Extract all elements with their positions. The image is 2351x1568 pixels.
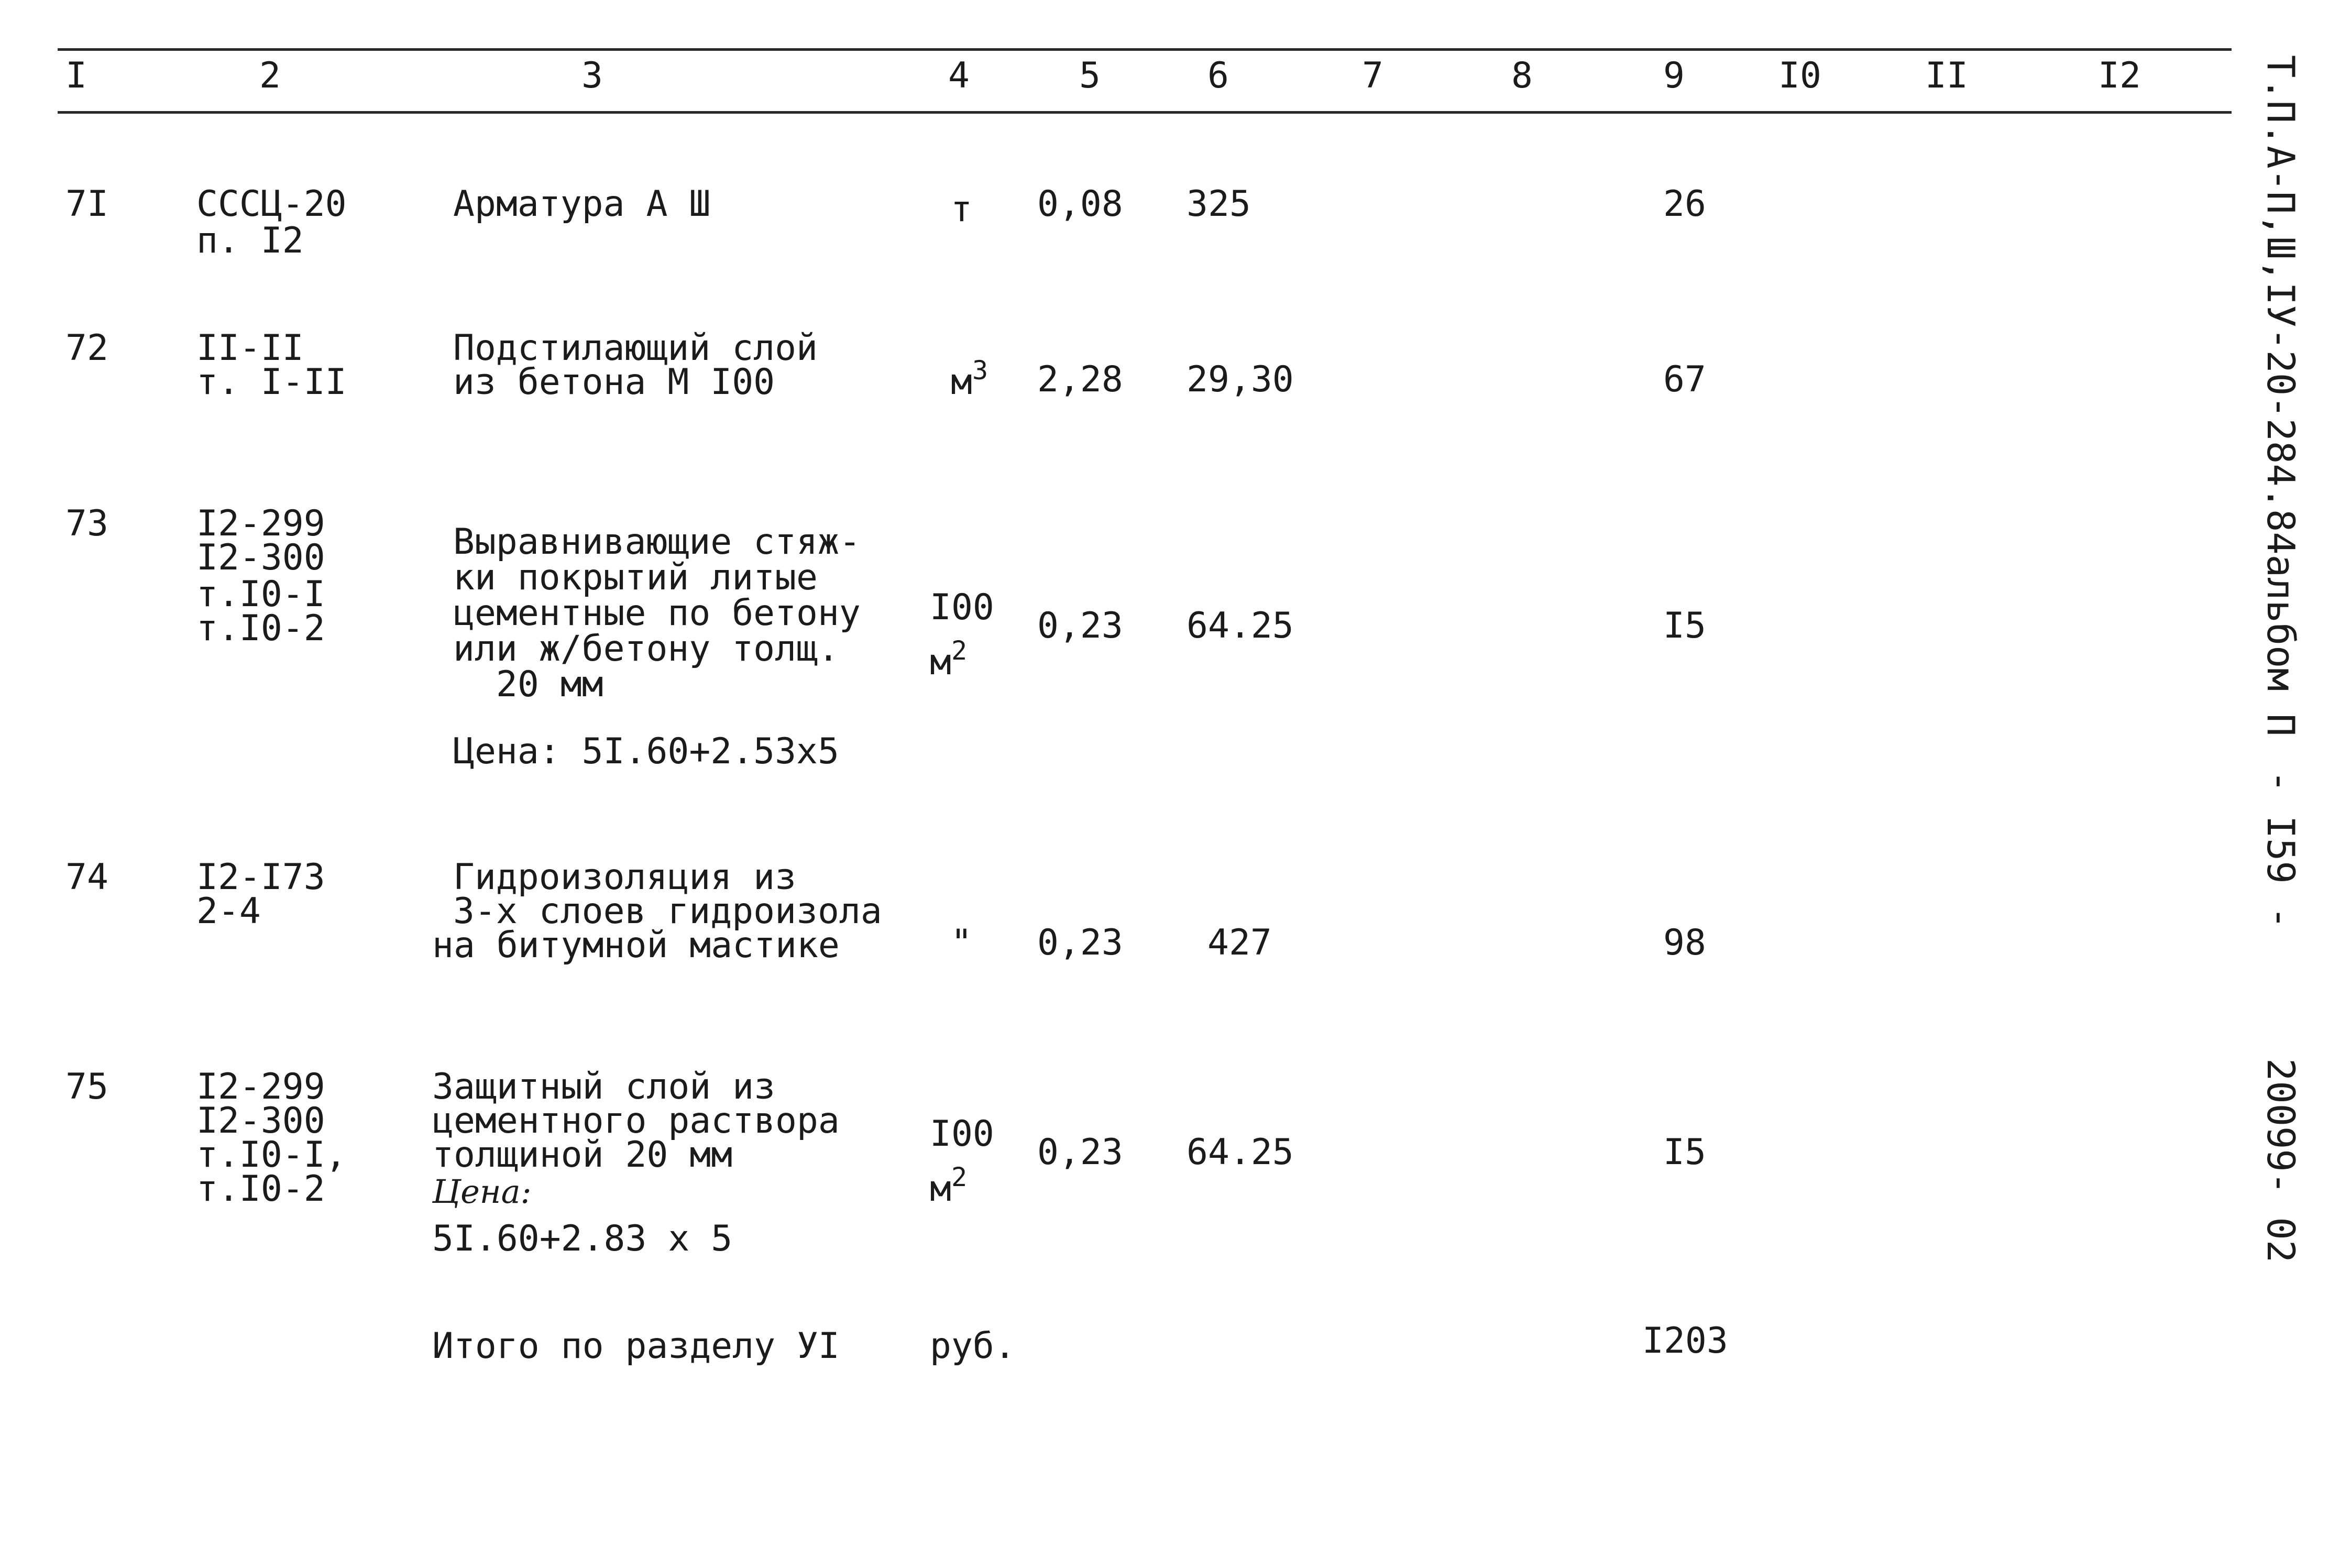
- row-description-line: цементные по бетону: [453, 593, 861, 634]
- row-number: 74: [65, 857, 108, 898]
- row-quantity: 0,23: [1037, 922, 1123, 963]
- row-code-line: т.I0-2: [196, 608, 325, 649]
- side-document-reference: Т.П.А-П,Ш,IУ-20-284.84альбом П: [2259, 55, 2303, 737]
- col-header-10: I0: [1778, 55, 1821, 96]
- row-unit-second: [930, 1162, 968, 1210]
- row-unit-price: 29,30: [1187, 359, 1294, 400]
- row-unit: т: [951, 189, 972, 230]
- col-header-12: I2: [2098, 55, 2141, 96]
- row-description-line: толщиной 20 мм: [432, 1134, 733, 1176]
- row-description-line: 3-х слоев гидроизола: [453, 891, 882, 932]
- row-code-line: т.I0-2: [196, 1168, 325, 1210]
- row-price-note: Цена: 5I.60+2.53х5: [453, 731, 839, 772]
- row-unit-price: 427: [1207, 922, 1272, 963]
- row-code-line: т.I0-I,: [196, 1134, 347, 1176]
- row-quantity: 0,23: [1037, 605, 1123, 646]
- unit-base: м: [951, 361, 972, 403]
- row-description-line: ки покрытий литые: [453, 557, 818, 598]
- row-unit: ": [951, 922, 972, 963]
- row-unit-price: 64.25: [1187, 605, 1294, 646]
- header-top-rule: [58, 48, 2232, 51]
- row-total: 98: [1663, 922, 1706, 963]
- row-code-line: т. I-II: [196, 361, 347, 403]
- col-header-5: 5: [1079, 55, 1101, 96]
- row-total: I5: [1663, 1132, 1706, 1173]
- row-number: 73: [65, 503, 108, 544]
- row-quantity: 2,28: [1037, 359, 1123, 400]
- unit-exponent: 3: [972, 355, 988, 386]
- row-unit: I00: [930, 587, 994, 628]
- row-description-line: или ж/бетону толщ.: [453, 628, 839, 670]
- row-number: 72: [65, 327, 108, 369]
- row-quantity: 0,23: [1037, 1132, 1123, 1173]
- row-total: 67: [1663, 359, 1706, 400]
- row-unit-price: 325: [1187, 183, 1251, 225]
- col-header-3: 3: [581, 55, 603, 96]
- col-header-7: 7: [1362, 55, 1383, 96]
- row-description-line: 20 мм: [453, 664, 603, 705]
- row-code-line: СССЦ-20: [196, 183, 347, 225]
- col-header-11: II: [1925, 55, 1968, 96]
- row-description-line: Защитный слой из: [432, 1066, 776, 1108]
- col-header-1: I: [65, 55, 87, 96]
- unit-exponent: 2: [951, 635, 968, 666]
- row-description-line: на битумной мастике: [432, 925, 840, 966]
- row-code-line: I2-I73: [196, 857, 325, 898]
- row-total: I5: [1663, 605, 1706, 646]
- row-number: 75: [65, 1066, 108, 1108]
- side-document-code: 20099- 02: [2259, 1058, 2303, 1263]
- row-description-line: из бетона М I00: [453, 361, 775, 403]
- row-code-line: I2-300: [196, 537, 325, 578]
- row-description-line: Арматура А Ш: [453, 183, 711, 225]
- row-description-line: Гидроизоляция из: [453, 857, 797, 898]
- row-unit: [951, 355, 988, 403]
- col-header-4: 4: [948, 55, 970, 96]
- row-number: 7I: [65, 183, 108, 225]
- row-unit: I00: [930, 1113, 994, 1155]
- row-code-line: I2-300: [196, 1100, 325, 1142]
- col-header-9: 9: [1663, 55, 1685, 96]
- row-code-line: т.I0-I: [196, 574, 325, 615]
- col-header-8: 8: [1511, 55, 1533, 96]
- row-unit-price: 64.25: [1187, 1132, 1294, 1173]
- side-page-number: - I59 -: [2259, 770, 2303, 929]
- row-description-line: Подстилающий слой: [453, 327, 818, 369]
- unit-base: м: [930, 642, 951, 683]
- row-description-line: цементного раствора: [432, 1100, 840, 1142]
- row-code-line: п. I2: [196, 220, 304, 261]
- row-code-line: II-II: [196, 327, 304, 369]
- header-bottom-rule: [58, 111, 2232, 114]
- unit-base: м: [930, 1168, 951, 1210]
- row-code-line: I2-299: [196, 503, 325, 544]
- col-header-6: 6: [1207, 55, 1229, 96]
- row-description-line: Выравнивающие стяж-: [453, 521, 861, 563]
- col-header-2: 2: [259, 55, 281, 96]
- row-price-note-label: Цена:: [432, 1172, 532, 1211]
- row-quantity: 0,08: [1037, 183, 1123, 225]
- summary-total: I203: [1642, 1320, 1728, 1362]
- row-unit-second: [930, 635, 968, 683]
- row-total: 26: [1663, 183, 1706, 225]
- row-code-line: I2-299: [196, 1066, 325, 1108]
- summary-label: Итого по разделу УI: [432, 1325, 840, 1367]
- row-price-note: 5I.60+2.83 х 5: [432, 1218, 733, 1259]
- unit-exponent: 2: [951, 1162, 968, 1192]
- row-code-line: 2-4: [196, 891, 261, 932]
- summary-unit: руб.: [930, 1325, 1016, 1367]
